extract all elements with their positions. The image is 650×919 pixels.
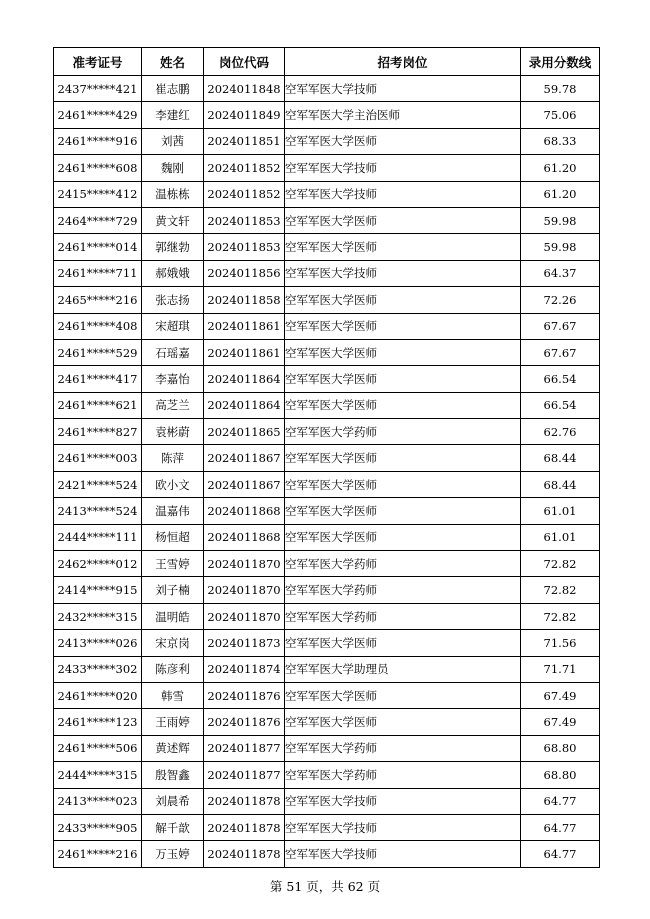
position-cell: 空军军医大学技师 (285, 155, 521, 181)
name-cell: 陈彦利 (142, 656, 204, 682)
position-cell: 空军军医大学医师 (285, 392, 521, 418)
score-cell: 66.54 (521, 392, 600, 418)
position-cell: 空军军医大学医师 (285, 630, 521, 656)
table-row (54, 788, 600, 814)
position-code-cell: 2024011852 (204, 155, 285, 181)
position-code-cell: 2024011870 (204, 551, 285, 577)
name-cell: 韩雪 (142, 682, 204, 708)
table-row (54, 392, 600, 418)
name-cell: 温明皓 (142, 603, 204, 629)
position-code-cell: 2024011853 (204, 207, 285, 233)
name-cell: 解千歆 (142, 814, 204, 840)
name-cell: 袁彬蔚 (142, 419, 204, 445)
name-cell: 宋京岗 (142, 630, 204, 656)
name-cell: 欧小文 (142, 471, 204, 497)
position-code-cell: 2024011877 (204, 762, 285, 788)
position-code-cell: 2024011861 (204, 313, 285, 339)
name-cell: 宋超琪 (142, 313, 204, 339)
table-row (54, 287, 600, 313)
position-code-cell: 2024011878 (204, 841, 285, 867)
header-name: 姓名 (142, 48, 204, 76)
name-cell: 刘晨希 (142, 788, 204, 814)
header-position: 招考岗位 (285, 48, 521, 76)
score-cell: 61.01 (521, 498, 600, 524)
score-cell: 71.71 (521, 656, 600, 682)
position-cell: 空军军医大学药师 (285, 419, 521, 445)
exam-id-cell: 2461*****916 (54, 128, 142, 154)
position-cell: 空军军医大学医师 (285, 207, 521, 233)
header-exam-id: 准考证号 (54, 48, 142, 76)
position-code-cell: 2024011877 (204, 735, 285, 761)
position-cell: 空军军医大学医师 (285, 709, 521, 735)
table-row (54, 498, 600, 524)
position-cell: 空军军医大学技师 (285, 788, 521, 814)
exam-id-cell: 2461*****417 (54, 366, 142, 392)
score-cell: 71.56 (521, 630, 600, 656)
table-row (54, 419, 600, 445)
score-cell: 66.54 (521, 366, 600, 392)
position-cell: 空军军医大学医师 (285, 234, 521, 260)
score-cell: 64.77 (521, 841, 600, 867)
table-body (54, 76, 600, 868)
exam-id-cell: 2461*****216 (54, 841, 142, 867)
exam-id-cell: 2413*****524 (54, 498, 142, 524)
table-row (54, 735, 600, 761)
table-row (54, 76, 600, 102)
position-code-cell: 2024011853 (204, 234, 285, 260)
score-cell: 68.80 (521, 762, 600, 788)
position-cell: 空军军医大学技师 (285, 76, 521, 102)
score-cell: 72.82 (521, 577, 600, 603)
score-cell: 72.82 (521, 603, 600, 629)
position-cell: 空军军医大学医师 (285, 524, 521, 550)
header-position-code: 岗位代码 (204, 48, 285, 76)
position-code-cell: 2024011867 (204, 471, 285, 497)
position-code-cell: 2024011868 (204, 498, 285, 524)
score-cell: 62.76 (521, 419, 600, 445)
exam-id-cell: 2437*****421 (54, 76, 142, 102)
exam-id-cell: 2415*****412 (54, 181, 142, 207)
table-row (54, 313, 600, 339)
score-cell: 75.06 (521, 102, 600, 128)
exam-id-cell: 2414*****915 (54, 577, 142, 603)
position-code-cell: 2024011868 (204, 524, 285, 550)
exam-id-cell: 2461*****506 (54, 735, 142, 761)
position-cell: 空军军医大学助理员 (285, 656, 521, 682)
table-row (54, 260, 600, 286)
exam-id-cell: 2462*****012 (54, 551, 142, 577)
table-row (54, 524, 600, 550)
score-cell: 59.78 (521, 76, 600, 102)
position-code-cell: 2024011849 (204, 102, 285, 128)
name-cell: 陈萍 (142, 445, 204, 471)
score-cell: 68.44 (521, 471, 600, 497)
position-code-cell: 2024011852 (204, 181, 285, 207)
table-row (54, 630, 600, 656)
exam-id-cell: 2444*****315 (54, 762, 142, 788)
position-code-cell: 2024011870 (204, 603, 285, 629)
exam-id-cell: 2461*****123 (54, 709, 142, 735)
score-cell: 61.20 (521, 181, 600, 207)
table-row (54, 682, 600, 708)
exam-id-cell: 2413*****023 (54, 788, 142, 814)
exam-id-cell: 2461*****408 (54, 313, 142, 339)
name-cell: 黄述辉 (142, 735, 204, 761)
position-cell: 空军军医大学药师 (285, 762, 521, 788)
table-row (54, 102, 600, 128)
position-cell: 空军军医大学技师 (285, 260, 521, 286)
score-cell: 59.98 (521, 207, 600, 233)
score-cell: 72.82 (521, 551, 600, 577)
exam-id-cell: 2461*****429 (54, 102, 142, 128)
position-cell: 空军军医大学药师 (285, 603, 521, 629)
name-cell: 万玉婷 (142, 841, 204, 867)
exam-id-cell: 2465*****216 (54, 287, 142, 313)
position-cell: 空军军医大学医师 (285, 498, 521, 524)
table-row (54, 551, 600, 577)
name-cell: 郝娥娥 (142, 260, 204, 286)
position-code-cell: 2024011867 (204, 445, 285, 471)
score-cell: 61.01 (521, 524, 600, 550)
score-cell: 67.49 (521, 682, 600, 708)
table-row (54, 577, 600, 603)
results-table (53, 47, 600, 868)
table-row (54, 603, 600, 629)
name-cell: 黄文轩 (142, 207, 204, 233)
table-row (54, 366, 600, 392)
name-cell: 刘茜 (142, 128, 204, 154)
name-cell: 刘子楠 (142, 577, 204, 603)
position-code-cell: 2024011864 (204, 366, 285, 392)
position-code-cell: 2024011856 (204, 260, 285, 286)
exam-id-cell: 2461*****711 (54, 260, 142, 286)
position-code-cell: 2024011865 (204, 419, 285, 445)
position-cell: 空军军医大学药师 (285, 735, 521, 761)
position-cell: 空军军医大学药师 (285, 577, 521, 603)
table-row (54, 709, 600, 735)
position-cell: 空军军医大学医师 (285, 128, 521, 154)
exam-id-cell: 2461*****608 (54, 155, 142, 181)
exam-id-cell: 2413*****026 (54, 630, 142, 656)
score-cell: 67.67 (521, 339, 600, 365)
position-cell: 空军军医大学医师 (285, 366, 521, 392)
position-code-cell: 2024011878 (204, 814, 285, 840)
position-cell: 空军军医大学医师 (285, 471, 521, 497)
table-row (54, 207, 600, 233)
name-cell: 李建红 (142, 102, 204, 128)
exam-id-cell: 2433*****905 (54, 814, 142, 840)
position-cell: 空军军医大学技师 (285, 841, 521, 867)
header-row (54, 48, 600, 76)
table-row (54, 841, 600, 867)
name-cell: 张志扬 (142, 287, 204, 313)
table-row (54, 155, 600, 181)
score-cell: 68.80 (521, 735, 600, 761)
exam-id-cell: 2461*****003 (54, 445, 142, 471)
exam-id-cell: 2461*****827 (54, 419, 142, 445)
exam-id-cell: 2433*****302 (54, 656, 142, 682)
position-code-cell: 2024011864 (204, 392, 285, 418)
table-row (54, 181, 600, 207)
exam-id-cell: 2461*****020 (54, 682, 142, 708)
position-cell: 空军军医大学医师 (285, 445, 521, 471)
name-cell: 石瑶嘉 (142, 339, 204, 365)
position-code-cell: 2024011861 (204, 339, 285, 365)
position-cell: 空军军医大学技师 (285, 814, 521, 840)
score-cell: 67.67 (521, 313, 600, 339)
position-code-cell: 2024011858 (204, 287, 285, 313)
score-cell: 67.49 (521, 709, 600, 735)
position-code-cell: 2024011870 (204, 577, 285, 603)
exam-id-cell: 2432*****315 (54, 603, 142, 629)
exam-id-cell: 2461*****529 (54, 339, 142, 365)
exam-id-cell: 2461*****014 (54, 234, 142, 260)
score-cell: 61.20 (521, 155, 600, 181)
score-cell: 68.44 (521, 445, 600, 471)
exam-id-cell: 2461*****621 (54, 392, 142, 418)
table-row (54, 128, 600, 154)
position-cell: 空军军医大学技师 (285, 181, 521, 207)
position-cell: 空军军医大学主治医师 (285, 102, 521, 128)
position-code-cell: 2024011878 (204, 788, 285, 814)
score-cell: 64.37 (521, 260, 600, 286)
name-cell: 温栋栋 (142, 181, 204, 207)
position-code-cell: 2024011874 (204, 656, 285, 682)
page-number: 第 51 页，共 62 页 (269, 879, 381, 894)
score-cell: 64.77 (521, 814, 600, 840)
position-cell: 空军军医大学医师 (285, 287, 521, 313)
name-cell: 温嘉伟 (142, 498, 204, 524)
exam-id-cell: 2421*****524 (54, 471, 142, 497)
table-row (54, 656, 600, 682)
header-score: 录用分数线 (521, 48, 600, 76)
position-code-cell: 2024011873 (204, 630, 285, 656)
table-row (54, 445, 600, 471)
table-row (54, 814, 600, 840)
name-cell: 崔志鹏 (142, 76, 204, 102)
score-cell: 64.77 (521, 788, 600, 814)
table-row (54, 471, 600, 497)
position-code-cell: 2024011851 (204, 128, 285, 154)
table-row (54, 762, 600, 788)
score-cell: 68.33 (521, 128, 600, 154)
table-row (54, 339, 600, 365)
position-cell: 空军军医大学医师 (285, 339, 521, 365)
name-cell: 殷智鑫 (142, 762, 204, 788)
name-cell: 王雪婷 (142, 551, 204, 577)
name-cell: 李嘉怡 (142, 366, 204, 392)
exam-id-cell: 2464*****729 (54, 207, 142, 233)
table-header (54, 48, 600, 76)
score-cell: 59.98 (521, 234, 600, 260)
position-code-cell: 2024011848 (204, 76, 285, 102)
name-cell: 高芝兰 (142, 392, 204, 418)
score-cell: 72.26 (521, 287, 600, 313)
name-cell: 郭继勃 (142, 234, 204, 260)
position-code-cell: 2024011876 (204, 709, 285, 735)
name-cell: 王雨婷 (142, 709, 204, 735)
position-code-cell: 2024011876 (204, 682, 285, 708)
position-cell: 空军军医大学医师 (285, 682, 521, 708)
exam-id-cell: 2444*****111 (54, 524, 142, 550)
name-cell: 魏刚 (142, 155, 204, 181)
position-cell: 空军军医大学药师 (285, 551, 521, 577)
position-cell: 空军军医大学医师 (285, 313, 521, 339)
table-row (54, 234, 600, 260)
name-cell: 杨恒超 (142, 524, 204, 550)
